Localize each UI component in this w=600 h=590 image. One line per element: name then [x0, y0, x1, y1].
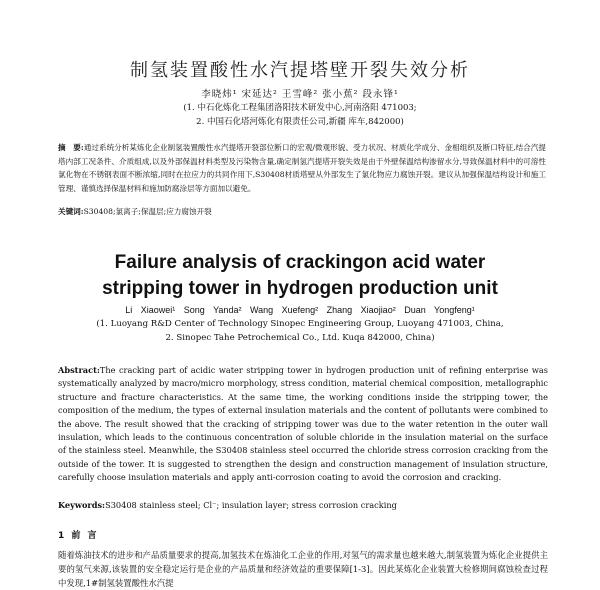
english-abstract — [58, 364, 548, 485]
chinese-keywords-label: 关键词: — [58, 207, 84, 216]
chinese-abstract-label: 摘 要: — [58, 143, 84, 152]
chinese-abstract — [58, 141, 546, 195]
english-abstract-text: The cracking part of acidic water stripping tower in hydrogen production unit of refining enterprise was systematically analyzed by macro/micro morphology, stress condition, material chemical composition, metallographic structure and fracture characteristics. At the same time, the working conditions inside the stripping tower, the composition of the medium, the types of external insulation materials and the content of pollutants were combined to the above. The result showed that the cracking of stripping tower was due to the water retention in the outer wall insulation, which leads to the continuous concentration of soluble chloride in the insulation material on the surface of the stainless steel. Meanwhile, the S30408 stainless steel occurred the chloride stress corrosion cracking from the outside of the tower. It is suggested to strengthen the design and construction management of insulation structure, carefully choose insulation materials and apply anti-corrosion coating to avoid the corrosion and cracking. — [58, 365, 548, 483]
english-title-line-2: stripping tower in hydrogen production unit — [102, 278, 498, 299]
chinese-authors: 李晓炜¹ 宋延达² 王雪峰² 张小蕉² 段永锋¹ — [201, 89, 399, 100]
english-abstract-label: Abstract: — [58, 365, 100, 375]
english-keywords-label: Keywords: — [58, 500, 106, 510]
chinese-affiliation-2: 2. 中国石化塔河炼化有限责任公司,新疆 库车,842000) — [196, 117, 404, 127]
chinese-abstract-text: 通过系统分析某炼化企业制氢装置酸性水汽提塔开裂部位断口的宏观/微观形貌、受力状况、材质化学成分、金相组织及断口特征,结合汽提塔内部工况条件、介质组成,以及外部保温材料类型及污染物含量,确定制氢汽提塔开裂失效是由于外壁保温结构渗留水分,导致保温材料中的可溶性氯化物在不锈钢表面不断浓缩,同时在拉应力的共同作用下,S30408材质塔壁从外部发生了氯化物应力腐蚀开裂。建议从加强保温结构设计和施工管理、谨慎选择保温材料和施加防腐涂层等方面加以避免。 — [58, 143, 546, 193]
english-affiliation-2: 2. Sinopec Tahe Petrochemical Co., Ltd. Kuqa 842000, China) — [165, 333, 435, 343]
section-heading: 1 前 言 — [58, 531, 99, 541]
english-title-line-1: Failure analysis of crackingon acid water — [114, 252, 486, 273]
chinese-keywords-text: S30408;氯离子;保温层;应力腐蚀开裂 — [83, 207, 212, 216]
english-affiliation-1: (1. Luoyang R&D Center of Technology Sinopec Engineering Group, Luoyang 471003, China, — [96, 319, 504, 329]
chinese-affiliation-1: (1. 中石化炼化工程集团洛阳技术研发中心,河南洛阳 471003; — [183, 103, 417, 113]
chinese-keywords — [58, 206, 546, 217]
introduction-text: 随着炼油技术的进步和产品质量要求的提高,加氢技术在炼油化工企业的作用,对氢气的需求量也越来越大,制氢装置为炼化企业提供主要的氢气来源,该装置的安全稳定运行是企业的产品质量和经济效益的重要保障[1-3]。因此某炼化企业装置大检修期间腐蚀检查过程中发现,1#制氢装置酸性水汽提 — [58, 550, 548, 588]
english-authors: Li Xiaowei¹ Song Yanda² Wang Xuefeng² Zhang Xiaojiao² Duan Yongfeng¹ — [125, 305, 475, 315]
english-keywords — [58, 500, 548, 510]
english-title — [0, 250, 600, 302]
chinese-title: 制氢装置酸性水汽提塔壁开裂失效分析 — [130, 60, 470, 81]
english-keywords-text: S30408 stainless steel; Cl⁻; insulation layer; stress corrosion cracking — [105, 500, 397, 510]
